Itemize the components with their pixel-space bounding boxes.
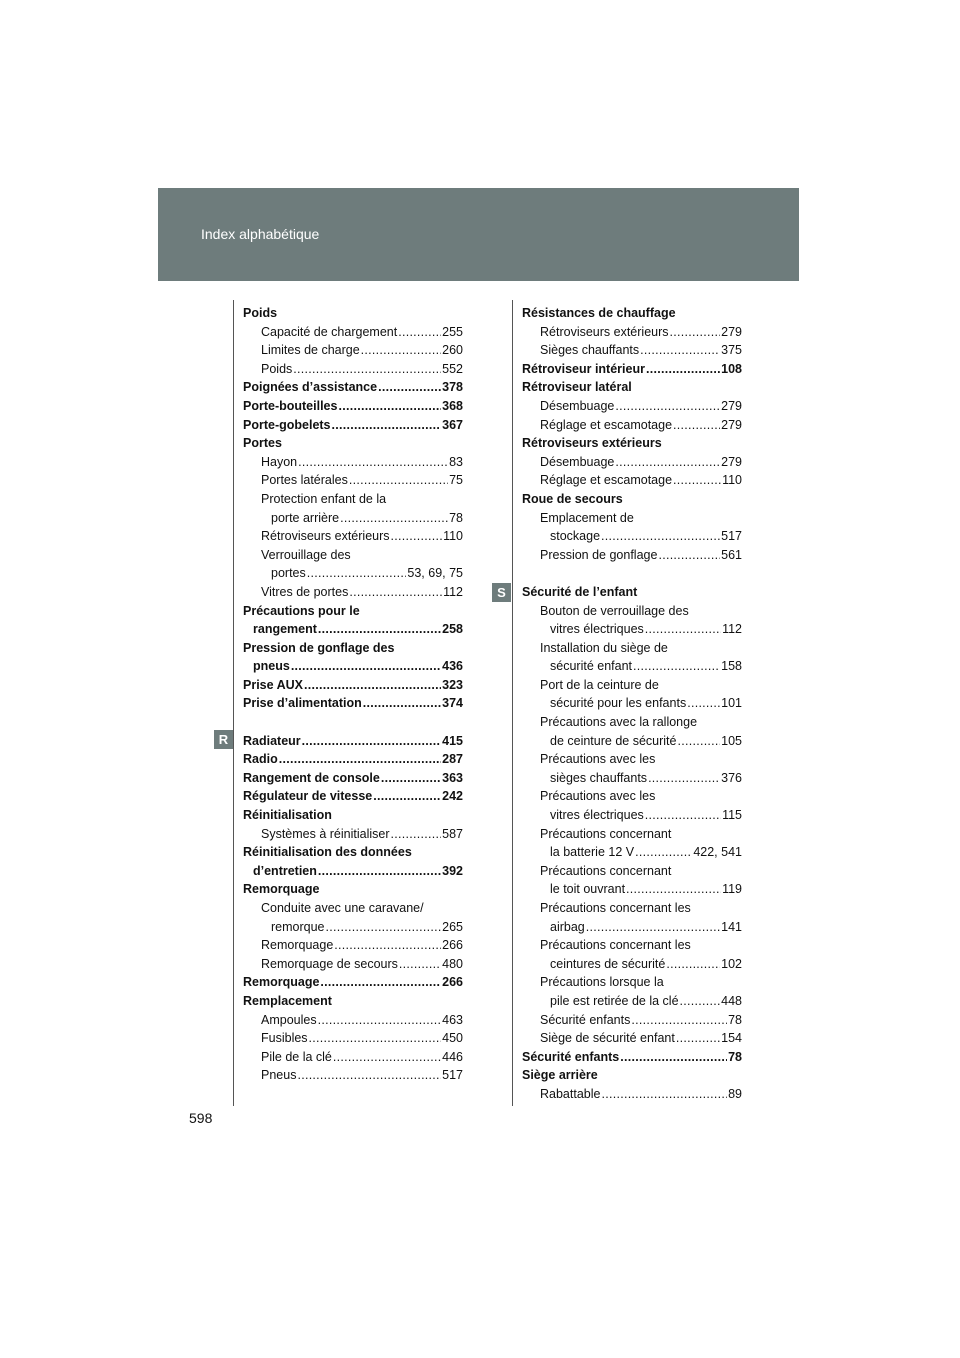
index-entry [243,527,463,546]
index-entry-label: Remorquage [261,938,334,953]
index-entry-page: 279 [721,324,742,339]
dot-leader [631,1011,727,1030]
index-entry-label: Fusibles [261,1031,308,1046]
index-entry [243,676,463,695]
index-entry [522,973,742,992]
section-tab-r: R [214,730,233,749]
index-entry [243,750,463,769]
index-entry [522,416,742,435]
index-entry-page: 450 [442,1031,463,1046]
index-entry-label: Rétroviseurs extérieurs [540,324,669,339]
index-entry-label: pneus [253,659,290,674]
index-entry-label: la batterie 12 V [550,845,635,860]
index-entry-label: Rétroviseurs extérieurs [522,436,662,451]
index-entry-page: 115 [722,808,742,823]
index-entry-label: Radiateur [243,733,301,748]
index-entry-label: Pression de gonflage [540,547,658,562]
index-entry-label: Précautions avec les [540,752,656,767]
index-entry [243,843,463,862]
index-entry-page: 279 [721,454,742,469]
index-entry [522,787,742,806]
dot-leader [673,416,720,435]
index-entry-label: sièges chauffants [550,770,648,785]
dot-leader [391,527,443,546]
index-entry-label: stockage [550,529,601,544]
index-entry-page: 517 [442,1068,463,1083]
index-entry [522,620,742,639]
index-entry-page: 392 [442,863,463,878]
index-entry-page: 415 [442,733,463,748]
index-entry-page: 368 [442,398,463,413]
page-header [158,188,799,281]
dot-leader [326,918,442,937]
index-entry-label: Sécurité enfants [522,1049,620,1064]
index-entry-page: 158 [721,659,742,674]
index-entry-label: Radio [243,752,278,767]
index-entry [522,862,742,881]
index-entry [243,620,463,639]
index-entry-label: le toit ouvrant [550,882,626,897]
index-entry-label: Réglage et escamotage [540,417,673,432]
dot-leader [680,992,721,1011]
index-entry [522,323,742,342]
index-entry-page: 108 [721,361,742,376]
dot-leader [381,769,441,788]
index-entry-page: 101 [721,696,742,711]
dot-leader [635,843,692,862]
index-entry [243,1011,463,1030]
index-entry-label: Réinitialisation des données [243,845,412,860]
left-column-rule [233,300,234,1106]
index-entry-label: Poids [243,306,278,320]
index-entry [243,323,463,342]
index-entry-label: Emplacement de [540,510,634,525]
index-entry [522,899,742,918]
index-entry [243,769,463,788]
index-entry-page: 448 [721,993,742,1008]
index-entry-page: 119 [722,882,742,897]
dot-leader [307,564,407,583]
index-entry [243,397,463,416]
index-entry-label: Précautions concernant [540,826,672,841]
index-entry [522,360,742,379]
index-entry-label: Capacité de chargement [261,324,398,339]
dot-leader [646,360,720,379]
index-entry-label: Porte-bouteilles [243,398,338,413]
index-entry-page: 367 [442,417,463,432]
index-entry-label: Sièges chauffants [540,343,640,358]
index-entry-page: 517 [721,529,742,544]
dot-leader [586,918,720,937]
index-entry [243,360,463,379]
index-entry [522,453,742,472]
index-entry [243,378,463,397]
index-entry-label: Précautions concernant les [540,938,691,953]
index-entry-label: Conduite avec une caravane/ [261,901,424,915]
index-entry-page: 83 [449,454,463,469]
index-entry-label: Pression de gonflage des [243,640,395,655]
index-entry-page: 112 [722,622,742,637]
index-entry-label: Précautions pour le [243,603,360,618]
index-entry [243,434,463,453]
index-entry-page: 561 [721,547,742,562]
index-entry [243,862,463,881]
dot-leader [363,694,441,713]
index-entry [522,1048,742,1067]
index-entry-label: Réglage et escamotage [540,473,673,488]
index-entry-label: Remorquage [243,975,320,990]
index-entry-label: Désembuage [540,398,615,413]
index-entry-label: Siège de sécurité enfant [540,1031,675,1046]
index-entry-page: 260 [442,343,463,358]
index-entry-label: Porte-gobelets [243,417,331,432]
index-entry-page: 78 [449,510,463,525]
index-entry-label: Rétroviseurs extérieurs [261,529,390,544]
index-entry-page: 480 [442,956,463,971]
index-entry-label: vitres électriques [550,808,644,823]
index-entry [243,416,463,435]
index-entry [522,750,742,769]
dot-leader [676,1029,720,1048]
index-entry-label: Verrouillage des [261,547,351,562]
index-entry [243,825,463,844]
index-column-left [243,304,463,1085]
index-entry-page: 375 [721,343,742,358]
index-entry [243,1029,463,1048]
index-entry-page: 112 [443,584,463,599]
index-entry-label: Protection enfant de la [261,491,387,506]
index-entry [243,955,463,974]
index-entry-page: 242 [442,789,463,804]
index-entry-label: Limites de charge [261,343,360,358]
dot-leader [302,732,441,751]
dot-leader [338,397,441,416]
index-entry-page: 110 [443,529,463,544]
dot-leader [318,862,441,881]
index-entry-label: Rangement de console [243,770,380,785]
dot-leader [620,1048,727,1067]
index-entry [522,341,742,360]
index-entry [522,694,742,713]
index-entry-page: 279 [721,417,742,432]
index-entry-label: Pneus [261,1068,297,1083]
index-entry-label: rangement [253,622,317,637]
dot-leader [615,453,720,472]
dot-leader [645,620,721,639]
index-entry-label: Pile de la clé [261,1049,332,1064]
index-entry-label: Précautions concernant les [540,901,691,915]
index-entry [243,564,463,583]
index-entry-label: Poids [261,361,293,376]
index-entry-page: 154 [721,1031,742,1046]
index-entry [522,1011,742,1030]
index-entry [522,397,742,416]
index-entry [522,769,742,788]
index-entry-label: Sécurité de l’enfant [522,584,638,599]
index-entry [522,825,742,844]
dot-leader [334,936,441,955]
index-entry [522,602,742,621]
dot-leader [645,806,721,825]
index-entry [522,732,742,751]
index-entry [243,806,463,825]
dot-leader [304,676,441,695]
dot-leader [340,509,448,528]
dot-leader [349,471,448,490]
index-entry-label: Remplacement [243,993,332,1008]
index-entry-label: Désembuage [540,454,615,469]
index-entry [522,992,742,1011]
dot-leader [349,583,442,602]
index-entry-page: 266 [442,975,463,990]
dot-leader [677,732,720,751]
dot-leader [658,546,720,565]
index-entry [522,471,742,490]
index-entry-page: 446 [442,1049,463,1064]
index-entry-page: 110 [722,473,742,488]
index-entry-label: Systèmes à réinitialiser [261,826,390,841]
index-entry [522,918,742,937]
dot-leader [333,1048,441,1067]
dot-leader [399,955,441,974]
index-entry [243,732,463,751]
index-entry [522,1066,742,1085]
index-entry [522,509,742,528]
index-entry-label: Port de la ceinture de [540,677,659,692]
index-entry [243,880,463,899]
index-entry [243,992,463,1011]
index-entry-page: 265 [442,919,463,934]
index-entry-label: portes [271,566,306,581]
index-entry-label: Précautions lorsque la [540,975,664,990]
dot-leader [318,1011,442,1030]
dot-leader [687,694,720,713]
index-entry-page: 463 [442,1012,463,1027]
index-entry [243,657,463,676]
section-gap [522,564,742,583]
index-entry-label: Portes [243,436,282,451]
index-entry-label: Ampoules [261,1012,317,1027]
index-entry [243,1048,463,1067]
index-entry [243,918,463,937]
index-entry-page: 552 [442,361,463,376]
index-entry-page: 102 [721,956,742,971]
index-entry-label: Hayon [261,454,298,469]
index-entry-label: Installation du siège de [540,640,668,655]
index-entry [522,304,742,323]
section-gap [243,713,463,732]
index-entry [243,694,463,713]
index-entry [243,304,463,323]
header-title: Index alphabétique [201,226,320,242]
index-entry-label: de ceinture de sécurité [550,733,677,748]
index-entry-page: 376 [721,770,742,785]
dot-leader [648,769,720,788]
index-entry-label: Vitres de portes [261,584,349,599]
dot-leader [332,416,442,435]
index-entry-label: Siège arrière [522,1068,598,1083]
section-tab-s: S [492,583,511,602]
index-entry-label: airbag [550,919,585,934]
index-entry [243,639,463,658]
index-entry-page: 266 [442,938,463,953]
index-entry-label: Prise AUX [243,677,303,692]
index-entry [522,936,742,955]
index-entry-page: 287 [442,752,463,767]
index-entry-label: Rétroviseur latéral [522,380,632,395]
dot-leader [391,825,442,844]
index-entry-page: 378 [442,380,463,395]
index-entry-label: Résistances de chauffage [522,306,676,320]
index-entry [243,509,463,528]
index-entry [522,527,742,546]
index-entry-label: Régulateur de vitesse [243,789,373,804]
index-entry [243,973,463,992]
page-number: 598 [189,1110,213,1126]
index-entry-page: 105 [721,733,742,748]
index-entry [522,546,742,565]
index-entry-page: 363 [442,770,463,785]
index-entry [243,1066,463,1085]
index-entry [522,657,742,676]
index-entry [243,899,463,918]
index-entry-page: 75 [449,473,463,488]
dot-leader [318,620,441,639]
middle-column-rule [512,300,513,1106]
dot-leader [279,750,441,769]
dot-leader [601,1085,727,1104]
index-entry [522,676,742,695]
index-entry [522,955,742,974]
index-entry-label: Bouton de verrouillage des [540,603,689,618]
index-entry [243,546,463,565]
dot-leader [378,378,441,397]
index-entry-label: vitres électriques [550,622,644,637]
index-entry-page: 279 [721,398,742,413]
dot-leader [361,341,441,360]
index-column-right [522,304,742,1104]
index-entry-label: Roue de secours [522,491,623,506]
index-entry [522,806,742,825]
index-entry [522,378,742,397]
index-entry-page: 89 [728,1086,742,1101]
index-entry [522,583,742,602]
index-entry-label: Portes latérales [261,473,348,488]
dot-leader [297,1066,441,1085]
dot-leader [293,360,441,379]
index-entry-page: 374 [442,696,463,711]
index-entry-label: d’entretien [253,863,317,878]
index-entry-page: 422, 541 [693,845,742,860]
dot-leader [320,973,441,992]
dot-leader [309,1029,442,1048]
index-entry [522,880,742,899]
index-entry-label: Remorquage [243,882,320,897]
index-entry [243,453,463,472]
dot-leader [670,323,721,342]
index-entry-label: Précautions concernant [540,863,672,878]
index-entry [522,434,742,453]
index-entry-label: Réinitialisation [243,808,332,823]
index-entry-label: sécurité enfant [550,659,632,674]
index-entry-page: 141 [721,919,742,934]
index-entry-page: 78 [728,1012,742,1027]
index-entry-page: 78 [728,1049,742,1064]
index-entry-page: 258 [442,622,463,637]
index-entry-page: 436 [442,659,463,674]
dot-leader [298,453,448,472]
index-entry-label: Précautions avec les [540,789,656,804]
index-entry [243,341,463,360]
index-entry-label: Précautions avec la rallonge [540,715,698,730]
index-entry [243,936,463,955]
index-entry-label: Remorquage de secours [261,956,398,971]
dot-leader [601,527,720,546]
dot-leader [398,323,441,342]
dot-leader [626,880,721,899]
dot-leader [666,955,720,974]
index-entry [522,843,742,862]
index-entry-label: remorque [271,919,325,934]
index-entry-label: ceintures de sécurité [550,956,666,971]
index-entry-label: sécurité pour les enfants [550,696,687,711]
index-entry-page: 53, 69, 75 [407,566,463,581]
index-entry-label: Prise d’alimentation [243,696,362,711]
index-entry [522,713,742,732]
index-entry [243,490,463,509]
index-entry [522,490,742,509]
index-entry-page: 323 [442,677,463,692]
dot-leader [291,657,441,676]
dot-leader [373,787,441,806]
index-entry-label: Rabattable [540,1086,601,1101]
index-entry-label: Poignées d’assistance [243,380,378,395]
index-entry [243,583,463,602]
dot-leader [640,341,720,360]
index-entry-label: porte arrière [271,510,340,525]
index-entry [522,639,742,658]
index-entry [243,787,463,806]
dot-leader [633,657,720,676]
index-entry-label: Rétroviseur intérieur [522,361,645,376]
dot-leader [673,471,721,490]
index-entry [243,602,463,621]
index-entry [522,1029,742,1048]
index-entry-label: pile est retirée de la clé [550,993,679,1008]
index-entry-label: Sécurité enfants [540,1012,631,1027]
index-entry [522,1085,742,1104]
index-entry-page: 587 [442,826,463,841]
dot-leader [615,397,720,416]
index-entry-page: 255 [442,324,463,339]
index-entry [243,471,463,490]
